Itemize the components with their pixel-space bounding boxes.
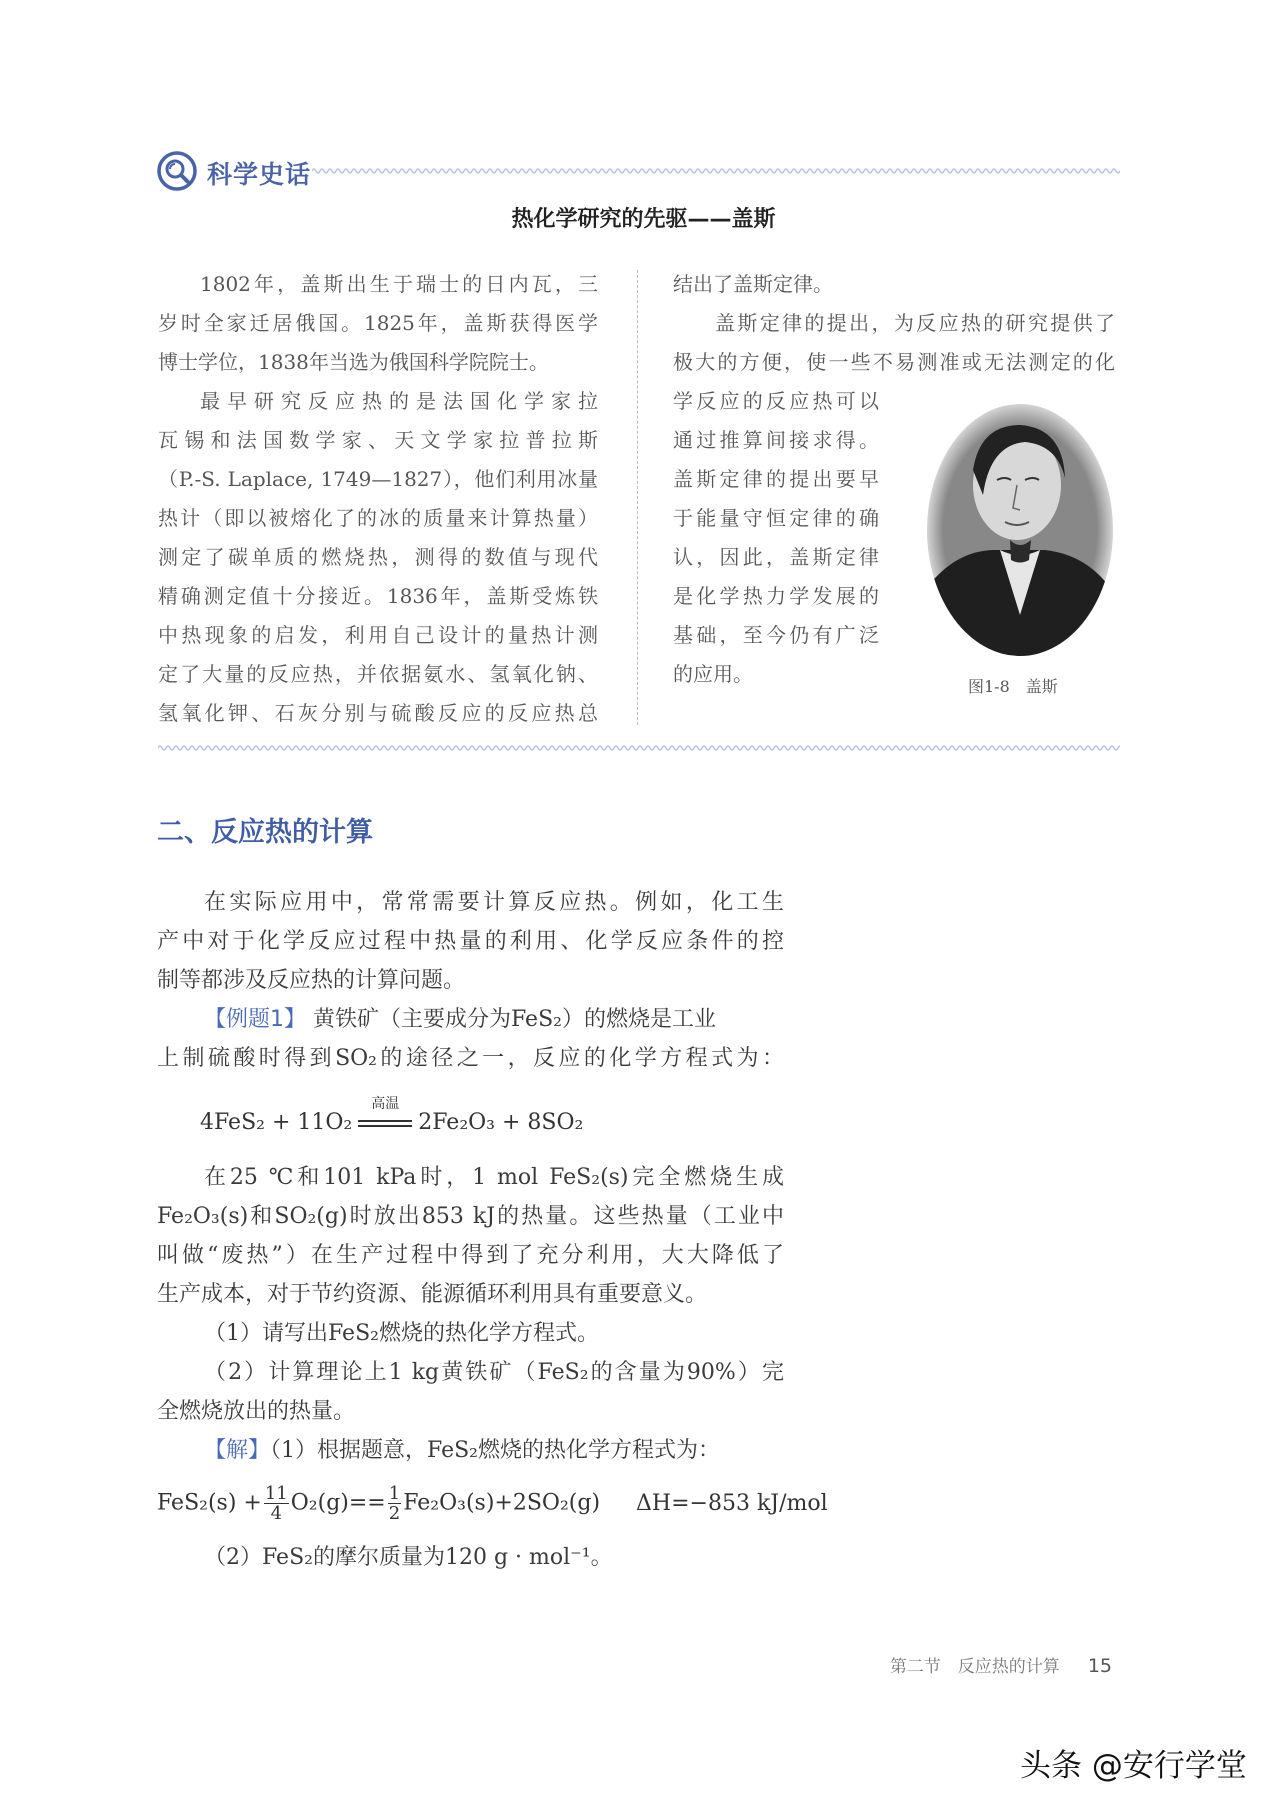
text-line: 在实际应用中，常常需要计算反应热。例如，化工生 — [204, 890, 784, 915]
numerator: 1 — [388, 1483, 401, 1504]
numerator: 11 — [264, 1483, 288, 1504]
text-line: 上制硫酸时得到SO₂的途径之一，反应的化学方程式为： — [157, 1046, 784, 1071]
denominator: 2 — [388, 1503, 401, 1524]
text-line: （2）计算理论上1 kg黄铁矿（FeS₂的含量为90%）完 — [204, 1360, 784, 1385]
text-line: 黄铁矿（主要成分为FeS₂）的燃烧是工业 — [313, 1007, 716, 1032]
condition-label: 高温 — [371, 1096, 400, 1112]
section-heading: 二、反应热的计算 — [157, 817, 373, 848]
figure-caption: 图1-8 盖斯 — [968, 677, 1058, 696]
text-line: 精确测定值十分接近。1836年，盖斯受炼铁 — [158, 584, 598, 608]
eq1-left: 4FeS₂ + 11O₂ — [200, 1110, 353, 1135]
wavy-divider-top — [312, 166, 1120, 176]
column-divider — [637, 270, 638, 725]
denominator: 4 — [270, 1503, 283, 1524]
text-line: 测定了碳单质的燃烧热，测得的数值与现代 — [158, 545, 598, 569]
text-line: 定了大量的反应热，并依据氨水、氢氧化钠、 — [158, 662, 598, 686]
eq2-part: FeS₂(s) + — [157, 1490, 262, 1516]
box-title: 热化学研究的先驱——盖斯 — [511, 207, 776, 232]
text-line: 最早研究反应热的是法国化学家拉 — [200, 389, 598, 413]
text-line: 产中对于化学反应过程中热量的利用、化学反应条件的控 — [157, 929, 784, 954]
page-number: 15 — [1087, 1655, 1112, 1677]
eq2-part: Fe₂O₃(s)+2SO₂(g) — [403, 1490, 601, 1516]
solution-line — [157, 1435, 784, 1467]
text-line: Fe₂O₃(s)和SO₂(g)时放出853 kJ的热量。这些热量（工业中 — [157, 1204, 784, 1229]
text-line: 的应用。 — [673, 662, 753, 686]
wavy-divider-bottom — [158, 743, 1120, 753]
footer-section-label: 第二节 反应热的计算 — [889, 1657, 1060, 1677]
text-line: 制等都涉及反应热的计算问题。 — [157, 968, 466, 993]
text-line: （P.-S. Laplace, 1749—1827），他们利用冰量 — [158, 467, 598, 491]
text-line: 结出了盖斯定律。 — [673, 272, 833, 296]
text-line: 是化学热力学发展的 — [673, 584, 879, 608]
eq2-part: O₂(g)== — [290, 1490, 386, 1516]
solution-tag: 【解】 — [204, 1438, 271, 1463]
example-tag: 【例题1】 — [204, 1007, 306, 1032]
text-line: （1）请写出FeS₂燃烧的热化学方程式。 — [204, 1321, 599, 1346]
text-line: 博士学位，1838年当选为俄国科学院院士。 — [158, 350, 549, 374]
fraction — [264, 1484, 289, 1523]
text-line: 基础，至今仍有广泛 — [673, 623, 879, 647]
text-line: 认，因此，盖斯定律 — [673, 545, 879, 569]
text-line: 热计（即以被熔化了的冰的质量来计算热量） — [158, 506, 598, 530]
text-line: 于能量守恒定律的确 — [673, 506, 879, 530]
fraction — [388, 1484, 401, 1523]
text-line: 学反应的反应热可以 — [673, 389, 879, 413]
text-line: 盖斯定律的提出要早 — [673, 467, 879, 491]
portrait-image — [925, 400, 1115, 658]
text-line: 1802年，盖斯出生于瑞士的日内瓦，三 — [200, 272, 598, 296]
equation-2 — [157, 1483, 828, 1524]
page-footer — [890, 1652, 1112, 1677]
text-line: 氢氧化钾、石灰分别与硫酸反应的反应热总 — [158, 701, 598, 725]
example-line — [157, 1004, 784, 1036]
enthalpy-change: ΔH=−853 kJ/mol — [636, 1490, 828, 1516]
text-line: 叫做“废热”）在生产过程中得到了充分利用，大大降低了 — [157, 1243, 784, 1268]
text-line: 岁时全家迁居俄国。1825年，盖斯获得医学 — [158, 311, 598, 335]
text-line: 通过推算间接求得。 — [673, 428, 879, 452]
eq1-right: 2Fe₂O₃ + 8SO₂ — [418, 1110, 584, 1135]
double-arrow — [358, 1096, 412, 1134]
magnifier-icon — [156, 150, 198, 192]
text-line: （1）根据题意，FeS₂燃烧的热化学方程式为： — [270, 1438, 720, 1463]
text-line: 瓦锡和法国数学家、天文学家拉普拉斯 — [158, 428, 598, 452]
equation-1 — [200, 1096, 800, 1135]
text-line: 极大的方便，使一些不易测准或无法测定的化 — [673, 350, 1115, 374]
watermark: 头条 @安行学堂 — [1020, 1748, 1247, 1784]
text-line: 全燃烧放出的热量。 — [157, 1399, 356, 1424]
text-line: 在25 ℃和101 kPa时，1 mol FeS₂(s)完全燃烧生成 — [204, 1165, 784, 1190]
text-line: （2）FeS₂的摩尔质量为120 g · mol⁻¹。 — [204, 1545, 613, 1570]
text-line: 中热现象的启发，利用自己设计的量热计测 — [158, 623, 598, 647]
text-line: 生产成本，对于节约资源、能源循环利用具有重要意义。 — [157, 1282, 708, 1307]
section-badge-label: 科学史话 — [207, 160, 312, 189]
text-line: 盖斯定律的提出，为反应热的研究提供了 — [715, 311, 1115, 335]
